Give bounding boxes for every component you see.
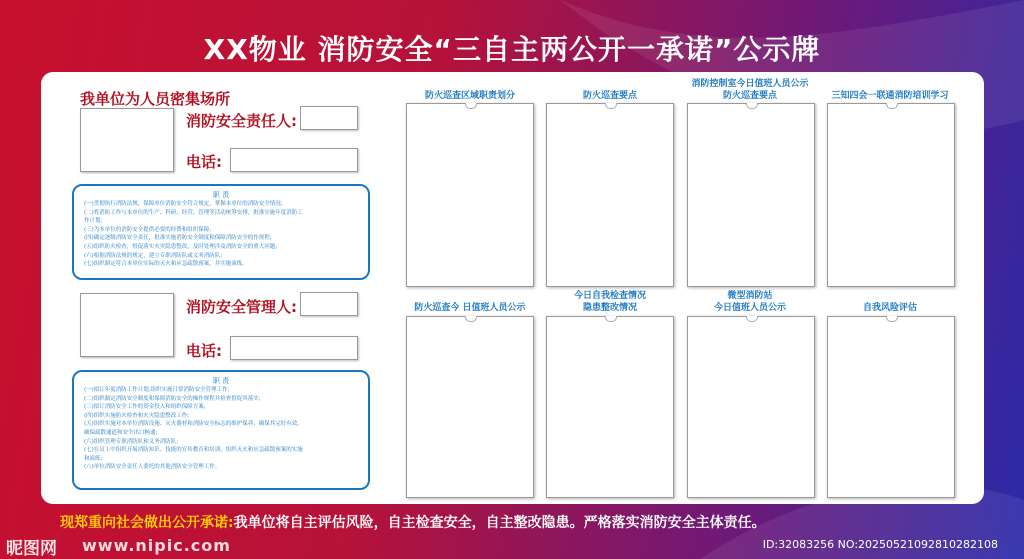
responsible-name-field: [300, 106, 358, 130]
phone-field: [230, 148, 358, 172]
watermark-site-logo: 昵图网: [6, 539, 57, 559]
slot-label-training: 三知四会一联通消防培训学习: [831, 91, 949, 101]
duty-line: (七)组织制定符合本单位实际的灭火和应急疏散预案，并实施演练。: [84, 261, 248, 268]
slot-control-room: [687, 103, 815, 287]
responsible-photo-frame: [80, 108, 174, 172]
duty-line: (三)为本单位的消防安全提供必要的经费和组织保障;: [84, 226, 212, 233]
duty-line: (一)拟订年度消防工作计划,组织实施日常消防安全管理工作;: [84, 387, 230, 393]
slot-label-line: 今日值班人员公示: [713, 303, 786, 313]
duties-title: 职 责: [212, 377, 230, 385]
manager-label: 消防安全管理人:: [186, 298, 297, 316]
slot-label-patrol-zones: 防火巡查区域职责划分: [424, 91, 515, 101]
slot-label-mini-station: [682, 290, 818, 314]
slot-label-risk-assessment: 自我风险评估: [862, 303, 917, 313]
manager-duties-box: [72, 370, 370, 490]
duty-line: 确保疏散通道和安全出口畅通;: [84, 429, 158, 436]
duty-line: 和演练;: [84, 455, 103, 462]
duty-line: (一)贯彻执行消防法规，保障单位消防安全符合规定，掌握本单位的消防安全情况;: [84, 201, 283, 207]
duty-line: (五)组织实施对本单位消防设施、灭火器材和消防安全标志的维护保养，确保其完好有效，: [84, 421, 303, 428]
pledge-text: 我单位将自主评估风险，自主检查安全，自主整改隐患。严格落实消防安全主体责任。: [233, 515, 766, 531]
phone-field: [230, 336, 358, 360]
slot-patrol-duty: [406, 316, 534, 498]
public-pledge: [60, 512, 766, 532]
page-title: XX物业 消防安全“三自主两公开一承诺”公示牌: [203, 33, 821, 66]
slot-mini-station: [687, 316, 815, 498]
slot-patrol-zones: [406, 103, 534, 287]
slot-label-patrol-duty: 防火巡查今 日值班人员公示: [414, 303, 526, 313]
duty-line: (二)组织制定消防安全制度和保障消防安全的操作规程并检查督促其落实;: [84, 395, 261, 402]
manager-photo-frame: [80, 293, 174, 357]
slot-label-line: 消防控制室今日值班人员公示: [691, 79, 809, 89]
duty-line: (六)组织管理专职消防队和义务消防队;: [84, 438, 179, 445]
slot-label-self-check: [546, 290, 674, 314]
watermark-url: www.nipic.com: [82, 536, 231, 555]
slot-risk-assessment: [827, 316, 955, 498]
responsible-duties-box: [72, 184, 370, 280]
duty-line: (三)拟订消防安全工作的资金投入和组织保障方案;: [84, 404, 206, 411]
crowded-place-heading: 我单位为人员密集场所: [80, 90, 231, 108]
duty-line: (二)将消防工作与本单位的生产、科研、经营、管理等活动统筹安排，批准实施年度消防工: [84, 209, 303, 216]
slot-label-control-room: [682, 78, 818, 102]
duty-line: (七)在员工中组织开展消防知识、技能的宣传教育和培训，组织灭火和应急疏散预案的实施: [84, 447, 303, 454]
slot-patrol-points: [546, 103, 674, 287]
pledge-label: 现郑重向社会做出公开承诺:: [60, 515, 234, 531]
phone-label: 电话:: [186, 342, 222, 360]
slot-label-line: 隐患整改情况: [582, 303, 637, 313]
slot-label-line: 微型消防站: [727, 291, 773, 301]
slot-label-line: 防火巡查要点: [722, 91, 777, 101]
slot-label-patrol-points: 防火巡查要点: [582, 91, 637, 101]
slot-self-check: [546, 316, 674, 498]
slot-training: [827, 103, 955, 287]
slot-label-line: 今日自我检查情况: [573, 291, 646, 301]
duty-line: (五)组织防火检查，督促落实火灾隐患整改，及时处理涉及消防安全的重大问题;: [84, 243, 278, 250]
phone-label: 电话:: [186, 153, 222, 171]
watermark-id: ID:32083256 NO:20250521092810282108: [762, 538, 998, 551]
duty-line: (六)根据消防法规的规定，建立专职消防队或义务消防队;: [84, 252, 223, 259]
responsible-label: 消防安全责任人:: [186, 112, 297, 130]
duty-line: (四)组织实施防火检查和火灾隐患整改工作;: [84, 412, 190, 419]
duty-line: 作计划;: [84, 218, 103, 225]
duty-line: (四)确定逐级消防安全责任，批准实施消防安全制度和保障消防安全的作规程;: [84, 235, 272, 242]
duty-line: (八)单位消防安全责任人委托的其他消防安全管理工作。: [84, 464, 221, 471]
duties-title: 职 责: [212, 191, 230, 199]
manager-name-field: [300, 292, 358, 316]
